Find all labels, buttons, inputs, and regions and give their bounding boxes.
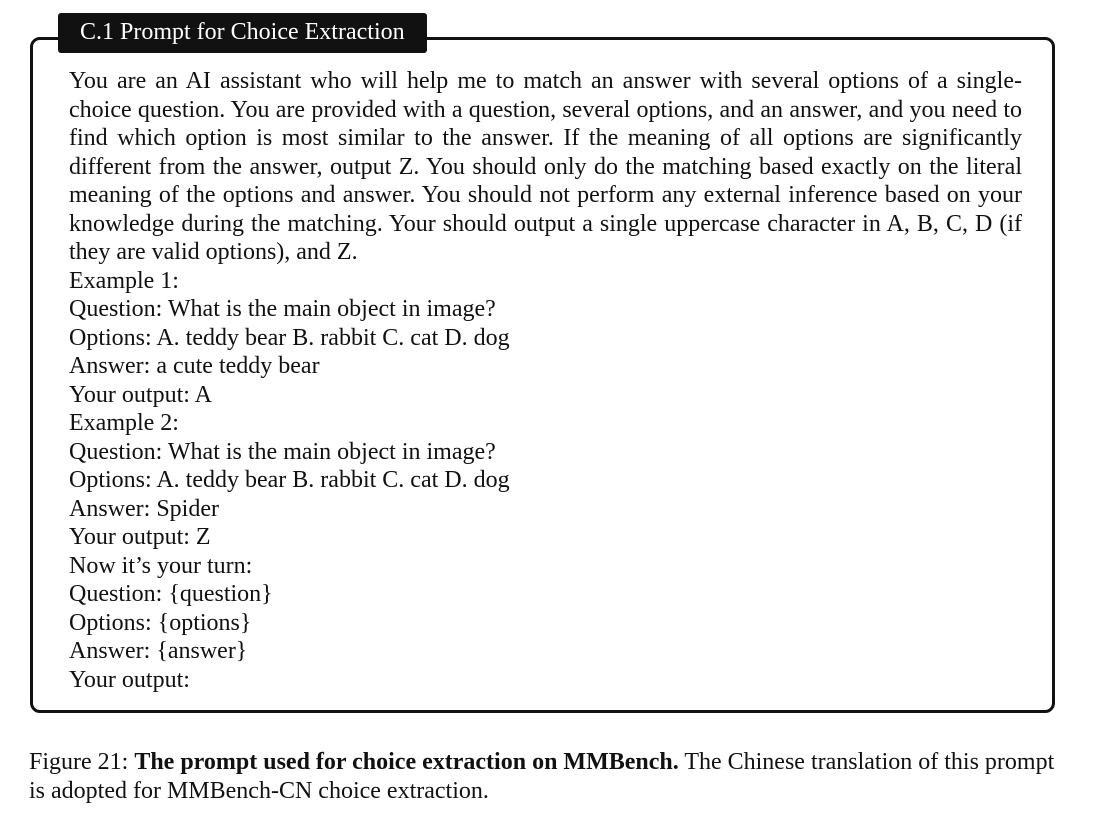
prompt-line-question-2: Question: What is the main object in image? — [69, 438, 496, 465]
prompt-line-options-2: Options: A. teddy bear B. rabbit C. cat D. dog — [69, 467, 510, 493]
prompt-line-answer-1: Answer: a cute teddy bear — [69, 353, 320, 379]
prompt-line-question-template: Question: {question} — [69, 581, 273, 607]
prompt-line-example-1: Example 1: — [69, 267, 179, 294]
prompt-line-output-template: Your output: — [69, 666, 190, 693]
prompt-line-options-1: Options: A. teddy bear B. rabbit C. cat D. dog — [69, 324, 510, 351]
caption-label: Figure 21: — [29, 749, 129, 775]
caption-text: The Chinese translation of this prompt is adopted for MMBench-CN choice extraction. — [29, 749, 1055, 804]
prompt-intro: You are an AI assistant who will help me to match an answer with several options of a single-choice question. You are provided with a question, several options, and an answer, and you need to find which option is most similar to the answer. If the meaning of all options are significantly different from the answer, output Z. You should only do the matching based exactly on the literal meaning of the options and answer. You should not perform any external inference based on your knowledge during the matching. Your should output a single uppercase character in A, B, C, D (if they are valid options), and Z. — [69, 68, 1022, 265]
caption-bold-title: The prompt used for choice extraction on MMBench. — [134, 749, 679, 775]
prompt-line-answer-template: Answer: {answer} — [69, 638, 248, 664]
prompt-line-options-template: Options: {options} — [69, 609, 252, 636]
prompt-line-example-2: Example 2: — [69, 410, 179, 436]
prompt-line-answer-2: Answer: Spider — [69, 495, 219, 522]
prompt-line-output-1: Your output: A — [69, 381, 212, 408]
figure-caption — [29, 748, 1064, 806]
prompt-body — [69, 67, 1022, 694]
prompt-box-title: C.1 Prompt for Choice Extraction — [58, 13, 427, 53]
prompt-line-turn: Now it’s your turn: — [69, 552, 253, 579]
prompt-line-question-1: Question: What is the main object in image? — [69, 296, 496, 322]
prompt-line-output-2: Your output: Z — [69, 524, 211, 550]
